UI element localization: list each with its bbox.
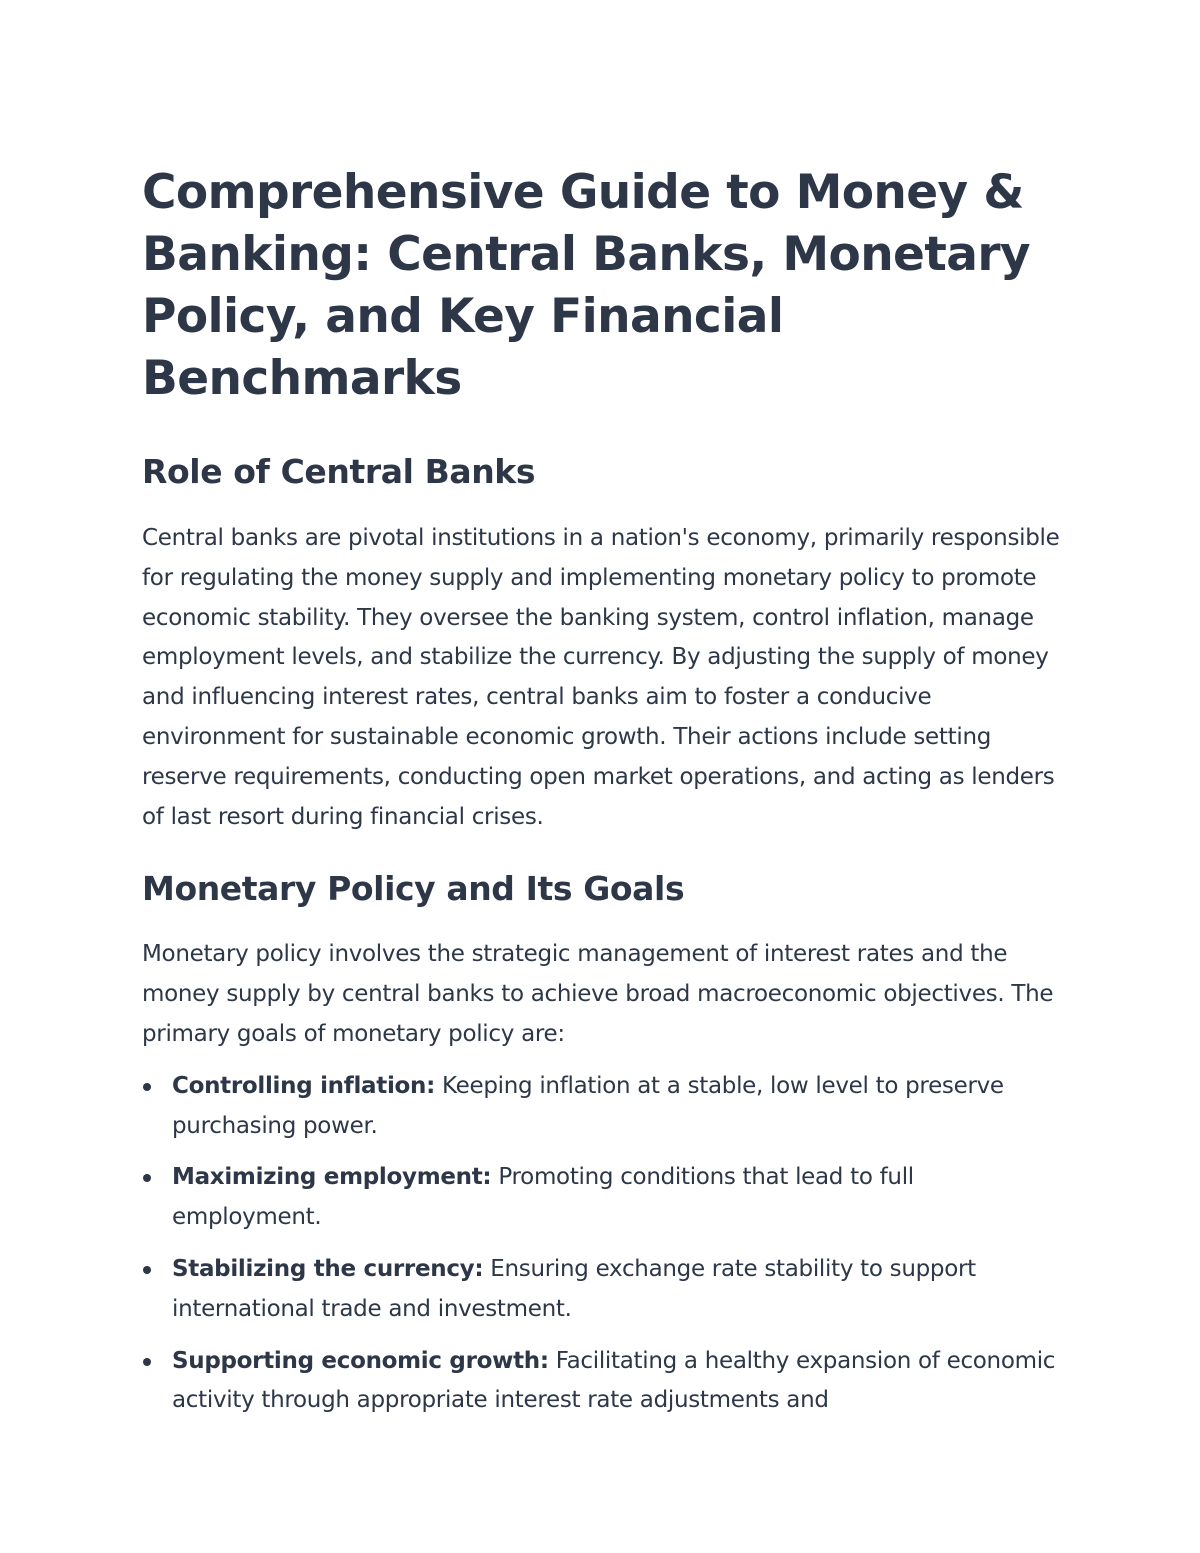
- bullet-icon: [143, 1174, 151, 1182]
- document-title: Comprehensive Guide to Money & Banking: Central Banks, Monetary Policy, and Key Financial Benchmarks: [142, 165, 1030, 406]
- goal-term: Supporting economic growth:: [172, 1347, 549, 1374]
- goal-text: Keeping inflation at a stable, low level to preserve purchasing power.: [172, 1072, 1004, 1139]
- section-heading-role-of-central-banks: Role of Central Banks: [142, 452, 536, 491]
- list-item: [142, 1067, 1062, 1147]
- goal-term: Maximizing employment:: [172, 1164, 492, 1191]
- goal-term: Stabilizing the currency:: [172, 1255, 484, 1282]
- goal-text: Ensuring exchange rate stability to support international trade and investment.: [172, 1255, 976, 1322]
- list-item: [142, 1342, 1062, 1422]
- goal-term: Controlling inflation:: [172, 1072, 436, 1099]
- goal-text: Facilitating a healthy expansion of economic activity through appropriate interest rate adjustments and: [172, 1347, 1056, 1414]
- bullet-icon: [143, 1083, 151, 1091]
- section-paragraph-role-of-central-banks: Central banks are pivotal institutions in a nation's economy, primarily responsible for regulating the money supply and implementing monetary policy to promote economic stability. They oversee the banking system, control inflation, manage employment levels, and stabilize the currency. By adjusting the supply of money and influencing interest rates, central banks aim to foster a conducive environment for sustainable economic growth. Their actions include setting reserve requirements, conducting open market operations, and acting as lenders of last resort during financial crises.: [142, 525, 1060, 830]
- monetary-policy-goals-list: [142, 1067, 1062, 1421]
- goal-text: Promoting conditions that lead to full employment.: [172, 1164, 914, 1231]
- section-heading-monetary-policy: Monetary Policy and Its Goals: [142, 869, 685, 909]
- list-item: [142, 1158, 1062, 1238]
- bullet-icon: [143, 1266, 151, 1274]
- document-page: [142, 162, 1062, 1433]
- section-paragraph-monetary-policy: Monetary policy involves the strategic management of interest rates and the money supply by central banks to achieve broad macroeconomic objectives. The primary goals of monetary policy are:: [142, 941, 1054, 1047]
- bullet-icon: [143, 1358, 151, 1366]
- list-item: [142, 1250, 1062, 1330]
